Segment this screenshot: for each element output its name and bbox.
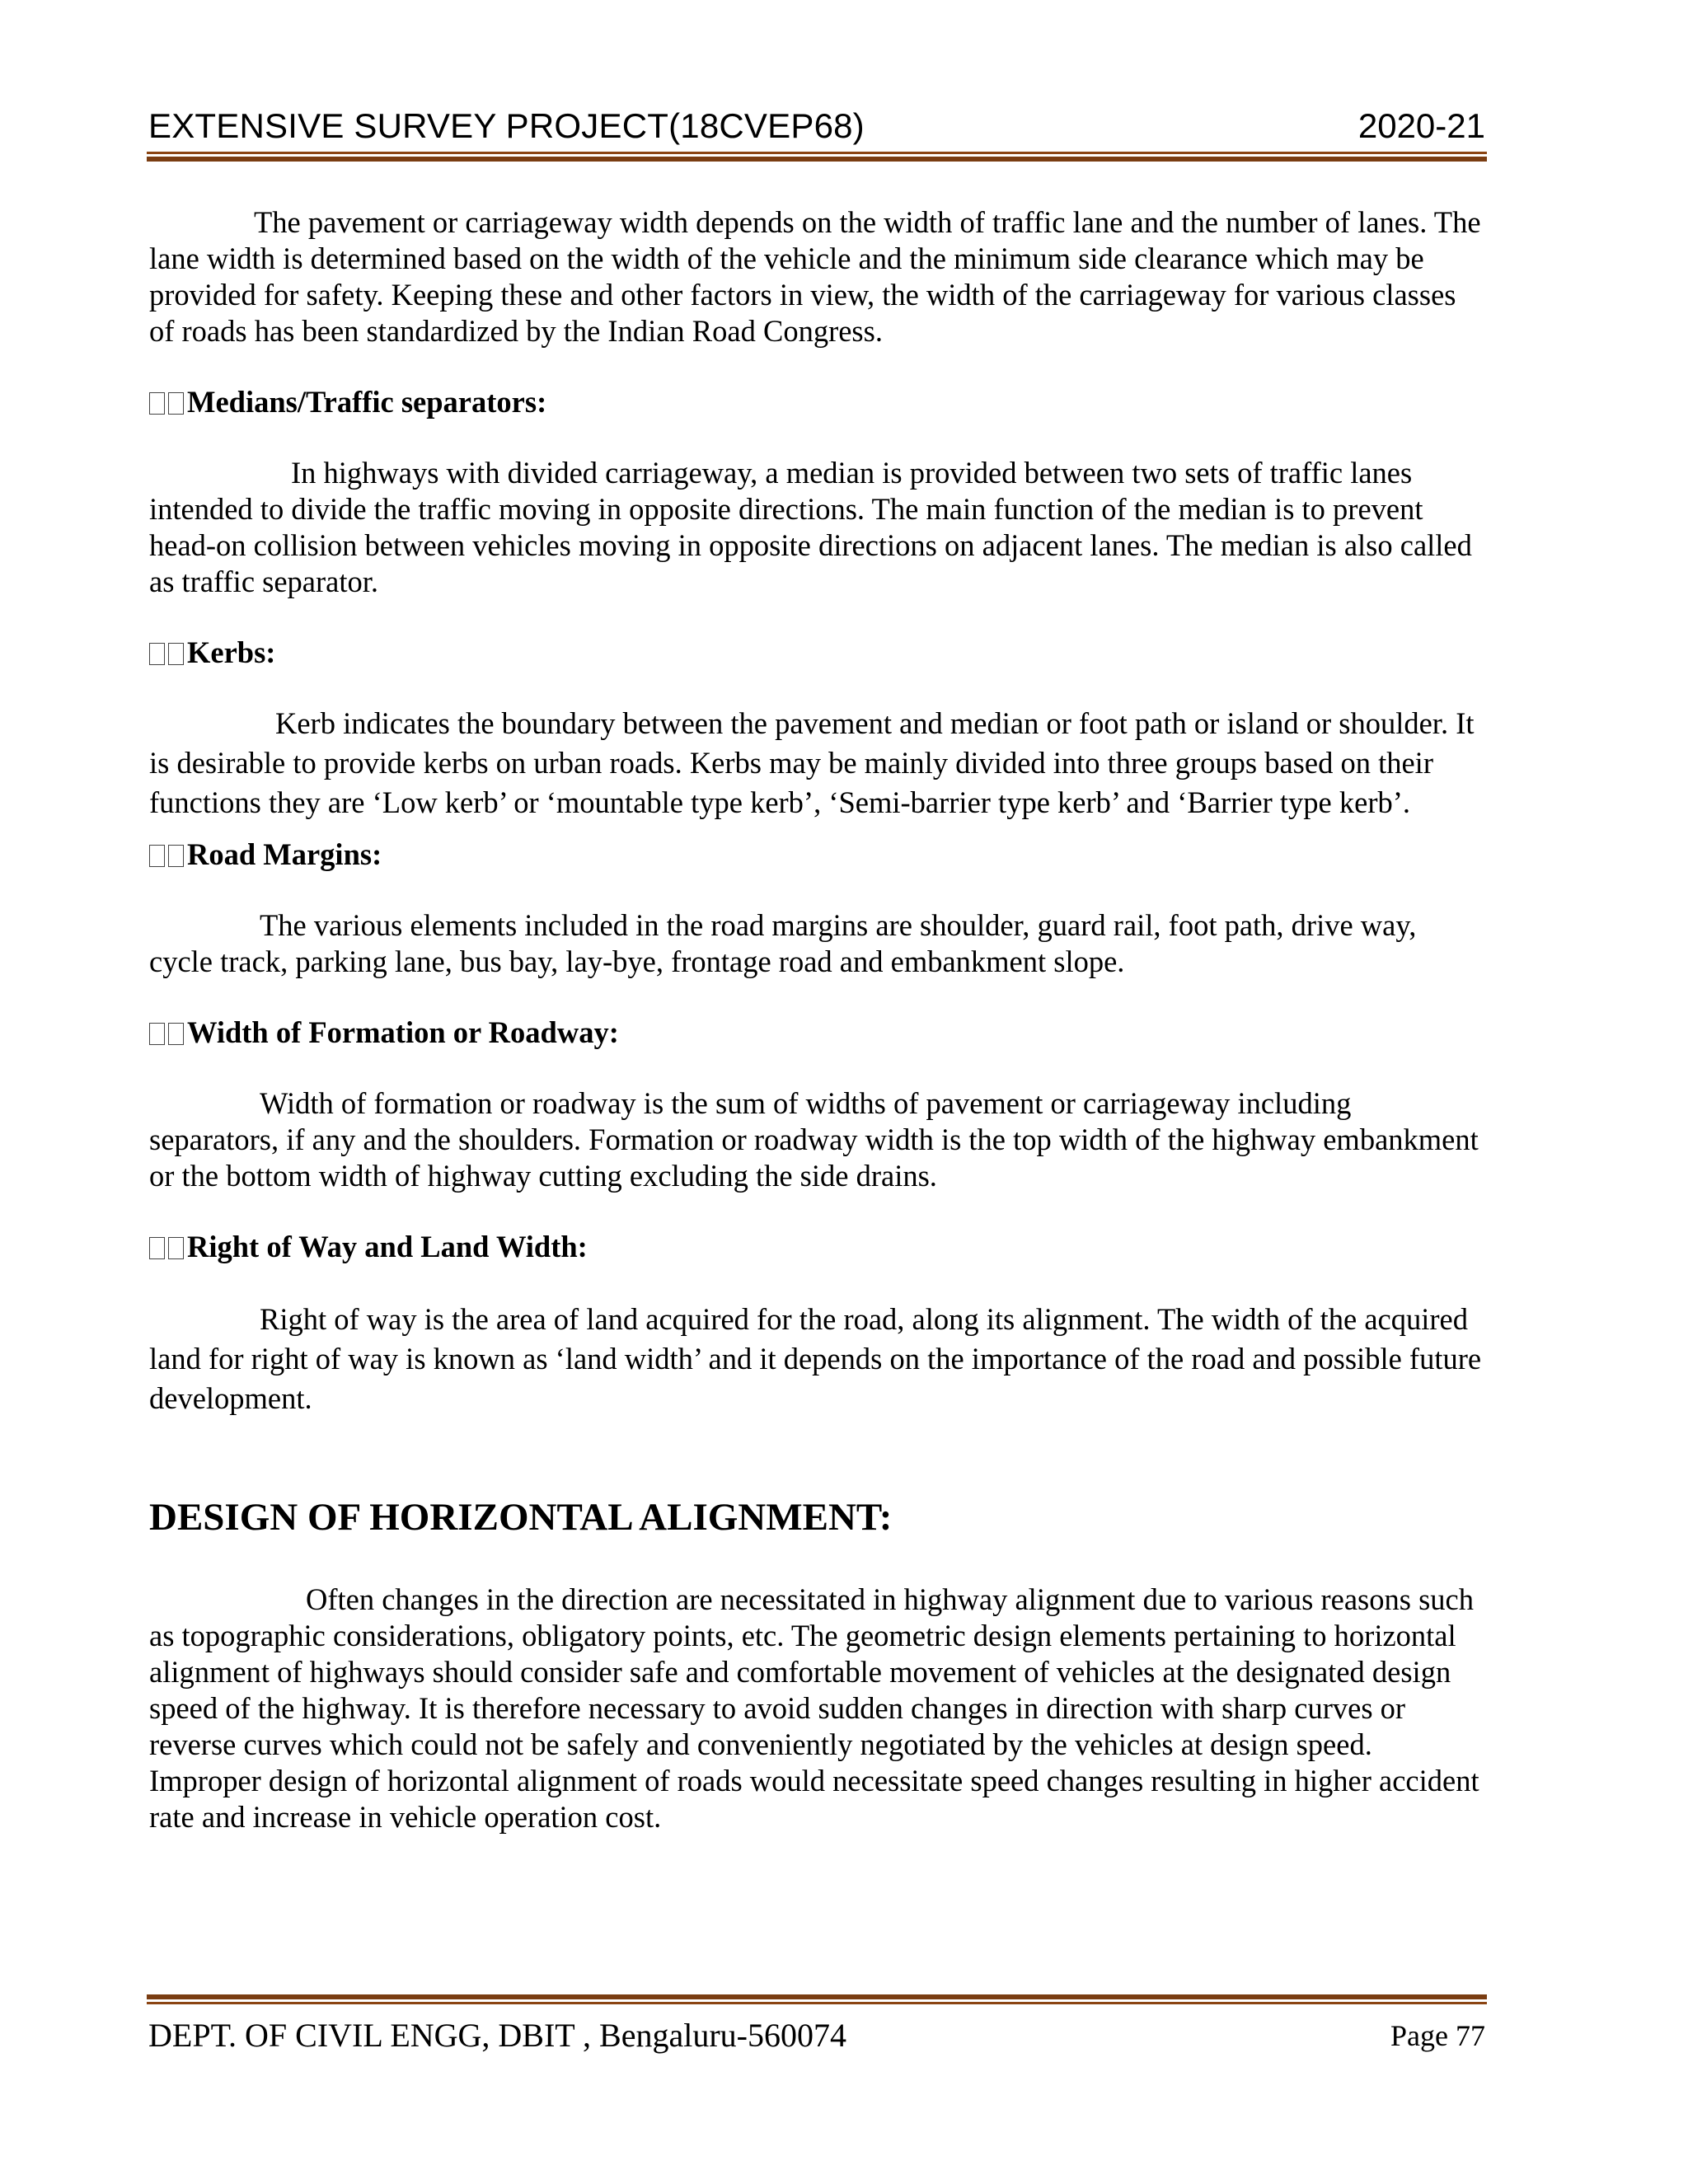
section-title-horizontal-alignment: DESIGN OF HORIZONTAL ALIGNMENT: (149, 1496, 893, 1539)
heading-medians: Medians/Traffic separators: (149, 384, 1484, 420)
missing-glyph-box-icon (149, 1237, 165, 1259)
heading-kerbs: Kerbs: (149, 635, 1484, 671)
missing-glyph-box-icon (168, 1237, 184, 1259)
academic-year: 2020-21 (1357, 106, 1485, 145)
missing-glyph-box-icon (168, 1023, 184, 1045)
missing-glyph-box-icon (168, 845, 184, 867)
missing-glyph-box-icon (168, 392, 184, 415)
missing-glyph-box-icon (149, 392, 165, 415)
paragraph-horizontal-alignment: Often changes in the direction are necessitated in highway alignment due to various reasons such as topographic considerations, obligatory points, etc. The geometric design elements pertaining to horizontal alignment of highways should consider safe and comfortable movement of vehicles at the designated design speed of the highway. It is therefore necessary to avoid sudden changes in direction with sharp curves or reverse curves which could not be safely and conveniently negotiated by the vehicles at design speed. Improper design of horizontal alignment of roads would necessitate speed changes resulting in higher accident rate and increase in vehicle operation cost. (149, 1582, 1479, 1834)
paragraph-width-of-formation: Width of formation or roadway is the sum of widths of pavement or carriageway including separators, if any and the shoulders. Formation or roadway width is the top width of the highway embankment or the bottom width of highway cutting excluding the side drains. (149, 1086, 1479, 1193)
missing-glyph-box-icon (149, 643, 165, 665)
paragraph-right-of-way: Right of way is the area of land acquired for the road, along its alignment. The width of the acquired land for right of way is known as ‘land width’ and it depends on the importance of the road and possible future development. (149, 1302, 1482, 1415)
missing-glyph-box-icon (149, 1023, 165, 1045)
intro-paragraph: The pavement or carriageway width depends on the width of traffic lane and the number of lanes. The lane width is determined based on the width of the vehicle and the minimum side clearance which may be provided for safety. Keeping these and other factors in view, the width of the carriageway for various classes of roads has been standardized by the Indian Road Congress. (149, 205, 1481, 348)
paragraph-kerbs: Kerb indicates the boundary between the pavement and median or foot path or island or shoulder. It is desirable to provide kerbs on urban roads. Kerbs may be mainly divided into three groups based on their functions they are ‘Low kerb’ or ‘mountable type kerb’, ‘Semi-barrier type kerb’ and ‘Barrier type kerb’. (149, 706, 1475, 819)
department-address: DEPT. OF CIVIL ENGG, DBIT , Bengaluru-560074 (148, 2017, 846, 2054)
page-footer (148, 2016, 1485, 2057)
footer-divider (147, 1994, 1487, 2004)
heading-road-margins: Road Margins: (149, 837, 1484, 873)
page-body (149, 204, 1484, 1835)
missing-glyph-box-icon (149, 845, 165, 867)
page-header (148, 99, 1485, 148)
paragraph-medians: In highways with divided carriageway, a median is provided between two sets of traffic lanes intended to divide the traffic moving in opposite directions. The main function of the median is to prevent head-on collision between vehicles moving in opposite directions on adjacent lanes. The median is also called as traffic separator. (149, 456, 1472, 598)
heading-width-of-formation: Width of Formation or Roadway: (149, 1015, 1484, 1051)
header-divider (147, 152, 1487, 162)
heading-right-of-way: Right of Way and Land Width: (149, 1229, 1484, 1265)
missing-glyph-box-icon (168, 643, 184, 665)
document-title: EXTENSIVE SURVEY PROJECT(18CVEP68) (148, 106, 865, 145)
page-number: Page 77 (1390, 2019, 1485, 2052)
paragraph-road-margins: The various elements included in the road margins are shoulder, guard rail, foot path, drive way, cycle track, parking lane, bus bay, lay-bye, frontage road and embankment slope. (149, 908, 1417, 978)
